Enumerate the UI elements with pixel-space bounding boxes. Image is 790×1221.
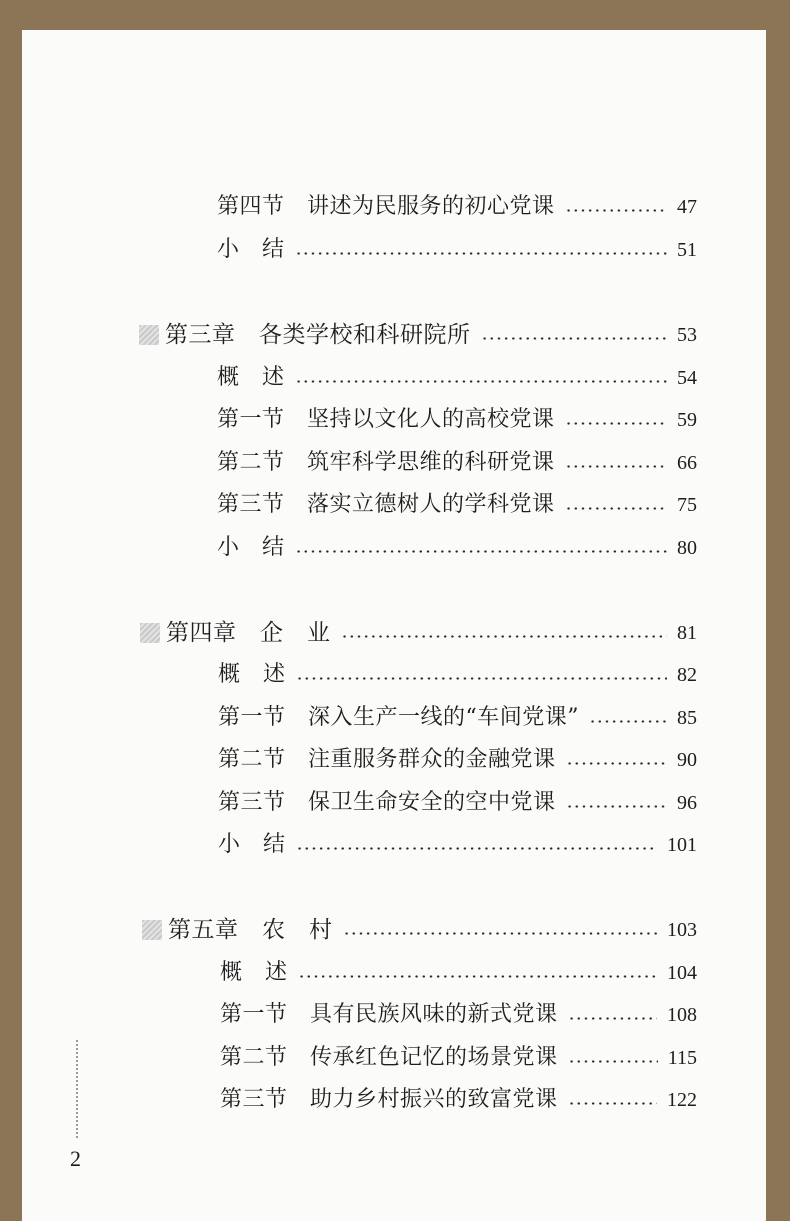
toc-entry-page: 122 — [667, 1089, 697, 1111]
leader-dots — [589, 720, 667, 723]
toc-entry-page: 103 — [667, 919, 697, 941]
leader-dots — [565, 507, 667, 510]
toc-entry — [218, 655, 697, 695]
toc-entry — [217, 187, 697, 227]
toc-entry-page: 80 — [677, 537, 697, 559]
toc-entry-title: 第一节 具有民族风味的新式党课 — [220, 1002, 558, 1027]
toc-entry-page: 104 — [667, 962, 697, 984]
toc-entry-page: 59 — [677, 409, 697, 431]
toc-chapter — [140, 613, 697, 653]
toc-entry-title: 概 述 — [217, 365, 285, 390]
toc-entry-page: 108 — [667, 1004, 697, 1026]
toc-entry-title: 第三节 助力乡村振兴的致富党课 — [220, 1087, 558, 1112]
chapter-marker-icon — [142, 920, 162, 940]
toc-entry — [220, 953, 697, 993]
toc-entry-page: 96 — [677, 792, 697, 814]
toc-entry-page: 66 — [677, 452, 697, 474]
leader-dots — [568, 1060, 658, 1063]
page-number: 2 — [70, 1146, 81, 1171]
toc-entry-title: 第四节 讲述为民服务的初心党课 — [217, 194, 555, 219]
toc-entry — [218, 783, 697, 823]
toc-entry — [218, 740, 697, 780]
toc-chapter-title: 第四章 企 业 — [166, 620, 331, 646]
toc-entry-page: 54 — [677, 367, 697, 389]
leader-dots — [565, 465, 667, 468]
toc-entry-title: 第二节 筑牢科学思维的科研党课 — [217, 450, 555, 475]
toc-entry-page: 51 — [677, 239, 697, 261]
toc-entry — [217, 358, 697, 398]
toc-entry — [218, 698, 697, 738]
leader-dots — [295, 252, 667, 255]
leader-dots — [341, 635, 668, 638]
toc-entry — [217, 443, 697, 483]
leader-dots — [565, 422, 667, 425]
leader-dots — [343, 932, 658, 935]
toc-entry-title: 第三节 保卫生命安全的空中党课 — [218, 790, 556, 815]
toc-entry-title: 概 述 — [220, 960, 288, 985]
toc-entry-title: 小 结 — [217, 237, 285, 262]
toc-entry-page: 115 — [667, 1047, 697, 1069]
margin-rule — [76, 1040, 78, 1138]
toc-entry — [217, 528, 697, 568]
toc-entry-title: 第三节 落实立德树人的学科党课 — [217, 492, 555, 517]
toc-entry — [217, 230, 697, 270]
toc-entry-page: 47 — [677, 196, 697, 218]
toc-entry — [217, 485, 697, 525]
chapter-marker-icon — [139, 325, 159, 345]
chapter-marker-icon — [140, 623, 160, 643]
toc-chapter — [142, 910, 697, 950]
toc-entry-page: 75 — [677, 494, 697, 516]
toc-entry — [220, 995, 697, 1035]
toc-entry-page: 82 — [677, 664, 697, 686]
toc-entry — [217, 400, 697, 440]
toc-entry-title: 小 结 — [218, 832, 286, 857]
toc-entry-title: 概 述 — [218, 662, 286, 687]
leader-dots — [295, 380, 667, 383]
toc-entry-page: 81 — [677, 622, 697, 644]
toc-entry — [220, 1080, 697, 1120]
toc-entry-title: 第一节 深入生产一线的“车间党课” — [218, 705, 579, 730]
leader-dots — [296, 677, 667, 680]
leader-dots — [568, 1102, 657, 1105]
book-page — [22, 30, 766, 1221]
toc-entry-title: 第二节 注重服务群众的金融党课 — [218, 747, 556, 772]
leader-dots — [295, 550, 667, 553]
toc-entry-title: 小 结 — [217, 535, 285, 560]
leader-dots — [568, 1017, 657, 1020]
toc-entry — [220, 1038, 697, 1078]
toc-chapter — [139, 315, 697, 355]
toc-entry-page: 53 — [677, 324, 697, 346]
leader-dots — [565, 209, 667, 212]
table-of-contents — [22, 30, 766, 1221]
toc-entry — [218, 825, 697, 865]
toc-entry-page: 90 — [677, 749, 697, 771]
leader-dots — [481, 337, 668, 340]
leader-dots — [298, 975, 657, 978]
toc-entry-page: 85 — [677, 707, 697, 729]
toc-entry-title: 第二节 传承红色记忆的场景党课 — [220, 1045, 558, 1070]
toc-entry-page: 101 — [667, 834, 697, 856]
toc-entry-title: 第一节 坚持以文化人的高校党课 — [217, 407, 555, 432]
toc-chapter-title: 第三章 各类学校和科研院所 — [165, 322, 471, 348]
leader-dots — [566, 805, 667, 808]
leader-dots — [296, 847, 657, 850]
toc-chapter-title: 第五章 农 村 — [168, 917, 333, 943]
leader-dots — [566, 762, 667, 765]
